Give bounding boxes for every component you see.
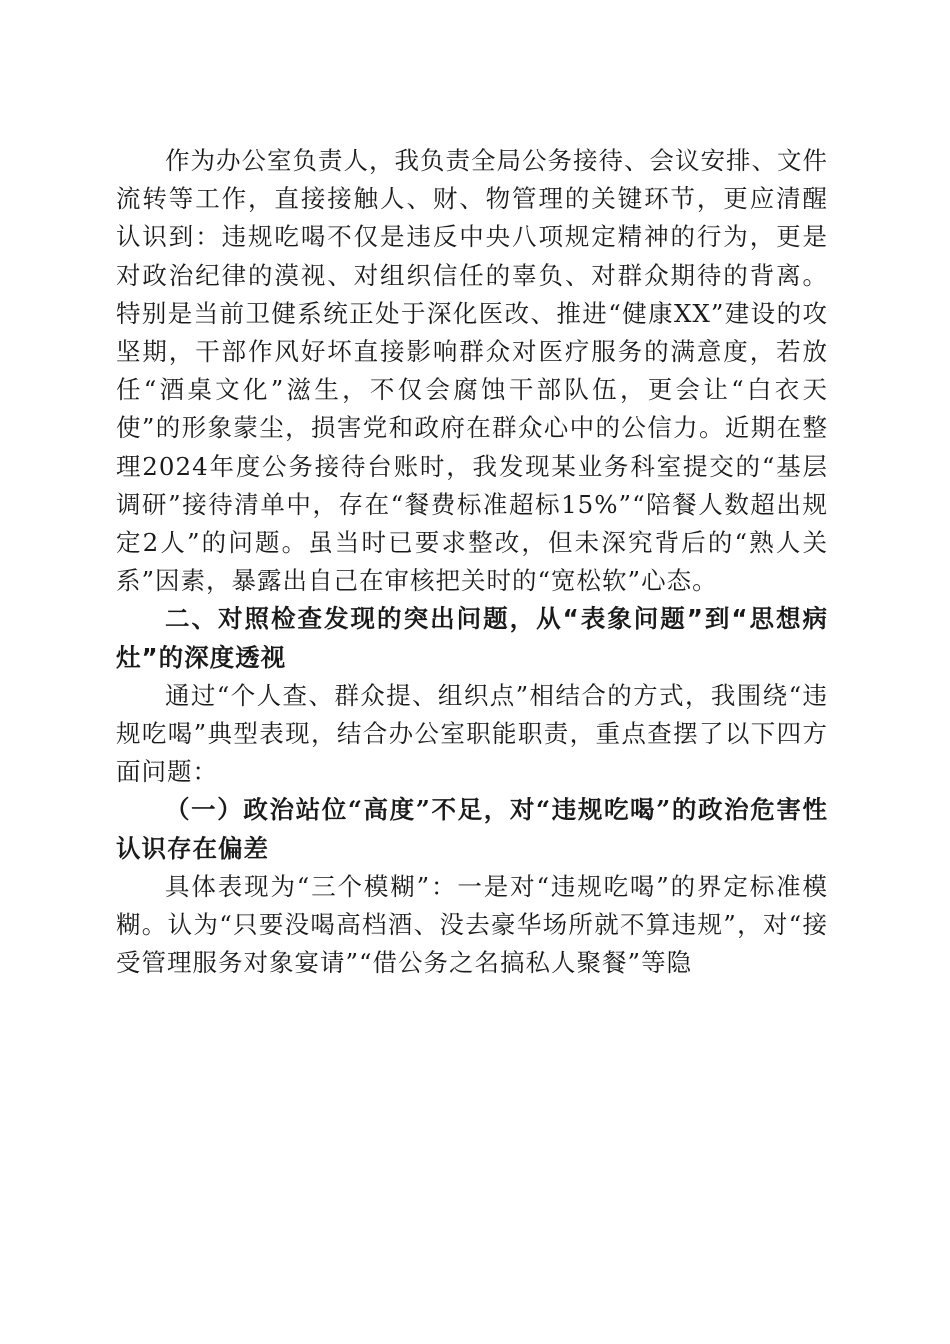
body-paragraph: 作为办公室负责人，我负责全局公务接待、会议安排、文件流转等工作，直接接触人、财、物管理的关键环节，更应清醒认识到：违规吃喝不仅是违反中央八项规定精神的行为，更是对政治纪律的漠视、对组织信任的辜负、对群众期待的背离。特别是当前卫健系统正处于深化医改、推进“健康XX”建设的攻坚期，干部作风好坏直接影响群众对医疗服务的满意度，若放任“酒桌文化”滋生，不仅会腐蚀干部队伍，更会让“白衣天使”的形象蒙尘，损害党和政府在群众心中的公信力。近期在整理2024年度公务接待台账时，我发现某业务科室提交的“基层调研”接待清单中，存在“餐费标准超标15%”“陪餐人数超出规定2人”的问题。虽当时已要求整改，但未深究背后的“熟人关系”因素，暴露出自己在审核把关时的“宽松软”心态。 <box>116 146 828 596</box>
subsection-heading: （一）政治站位“高度”不足，对“违规吃喝”的政治危害性认识存在偏差 <box>116 795 828 863</box>
section-heading: 二、对照检查发现的突出问题，从“表象问题”到“思想病灶”的深度透视 <box>116 604 828 672</box>
document-body <box>116 142 828 982</box>
body-paragraph: 具体表现为“三个模糊”：一是对“违规吃喝”的界定标准模糊。认为“只要没喝高档酒、没去豪华场所就不算违规”，对“接受管理服务对象宴请”“借公务之名搞私人聚餐”等隐 <box>116 871 828 978</box>
body-paragraph: 通过“个人查、群众提、组织点”相结合的方式，我围绕“违规吃喝”典型表现，结合办公室职能职责，重点查摆了以下四方面问题： <box>116 680 828 787</box>
